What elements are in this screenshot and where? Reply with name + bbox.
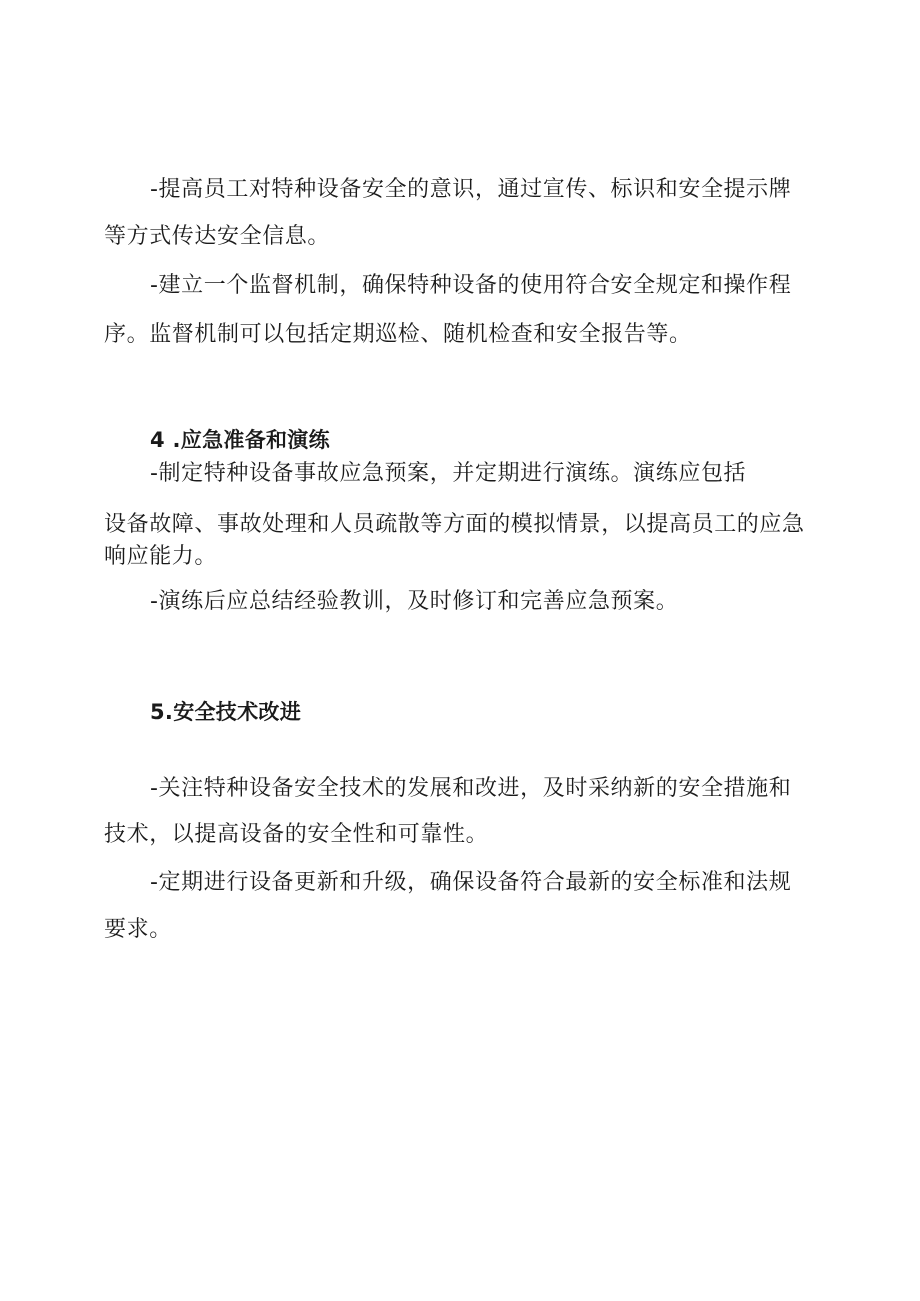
s4-item1-line2: 设备故障、事故处理和人员疏散等方面的模拟情景，以提高员工的应急 <box>104 512 805 537</box>
s5-item1-line1: -关注特种设备安全技术的发展和改进，及时采纳新的安全措施和 <box>150 776 792 801</box>
s4-item2-line1: -演练后应总结经验教训，及时修订和完善应急预案。 <box>150 589 679 614</box>
section4-heading: 4 .应急准备和演练 <box>150 428 330 452</box>
s5-item2-line1: -定期进行设备更新和升级，确保设备符合最新的安全标准和法规 <box>150 870 792 895</box>
s3-item1-line1: -提高员工对特种设备安全的意识，通过宣传、标识和安全提示牌 <box>150 177 792 202</box>
s5-item1-line2: 技术，以提高设备的安全性和可靠性。 <box>104 822 489 847</box>
section5-heading: 5.安全技术改进 <box>150 700 301 724</box>
s4-item1-line3: 响应能力。 <box>104 544 218 569</box>
s3-item2-line1: -建立一个监督机制，确保特种设备的使用符合安全规定和操作程 <box>150 273 792 298</box>
s3-item2-line2: 序。监督机制可以包括定期巡检、随机检查和安全报告等。 <box>104 322 692 347</box>
s5-item2-line2: 要求。 <box>104 917 172 942</box>
s3-item1-line2: 等方式传达安全信息。 <box>104 224 331 249</box>
s4-item1-line1: -制定特种设备事故应急预案，并定期进行演练。演练应包括 <box>150 461 747 486</box>
